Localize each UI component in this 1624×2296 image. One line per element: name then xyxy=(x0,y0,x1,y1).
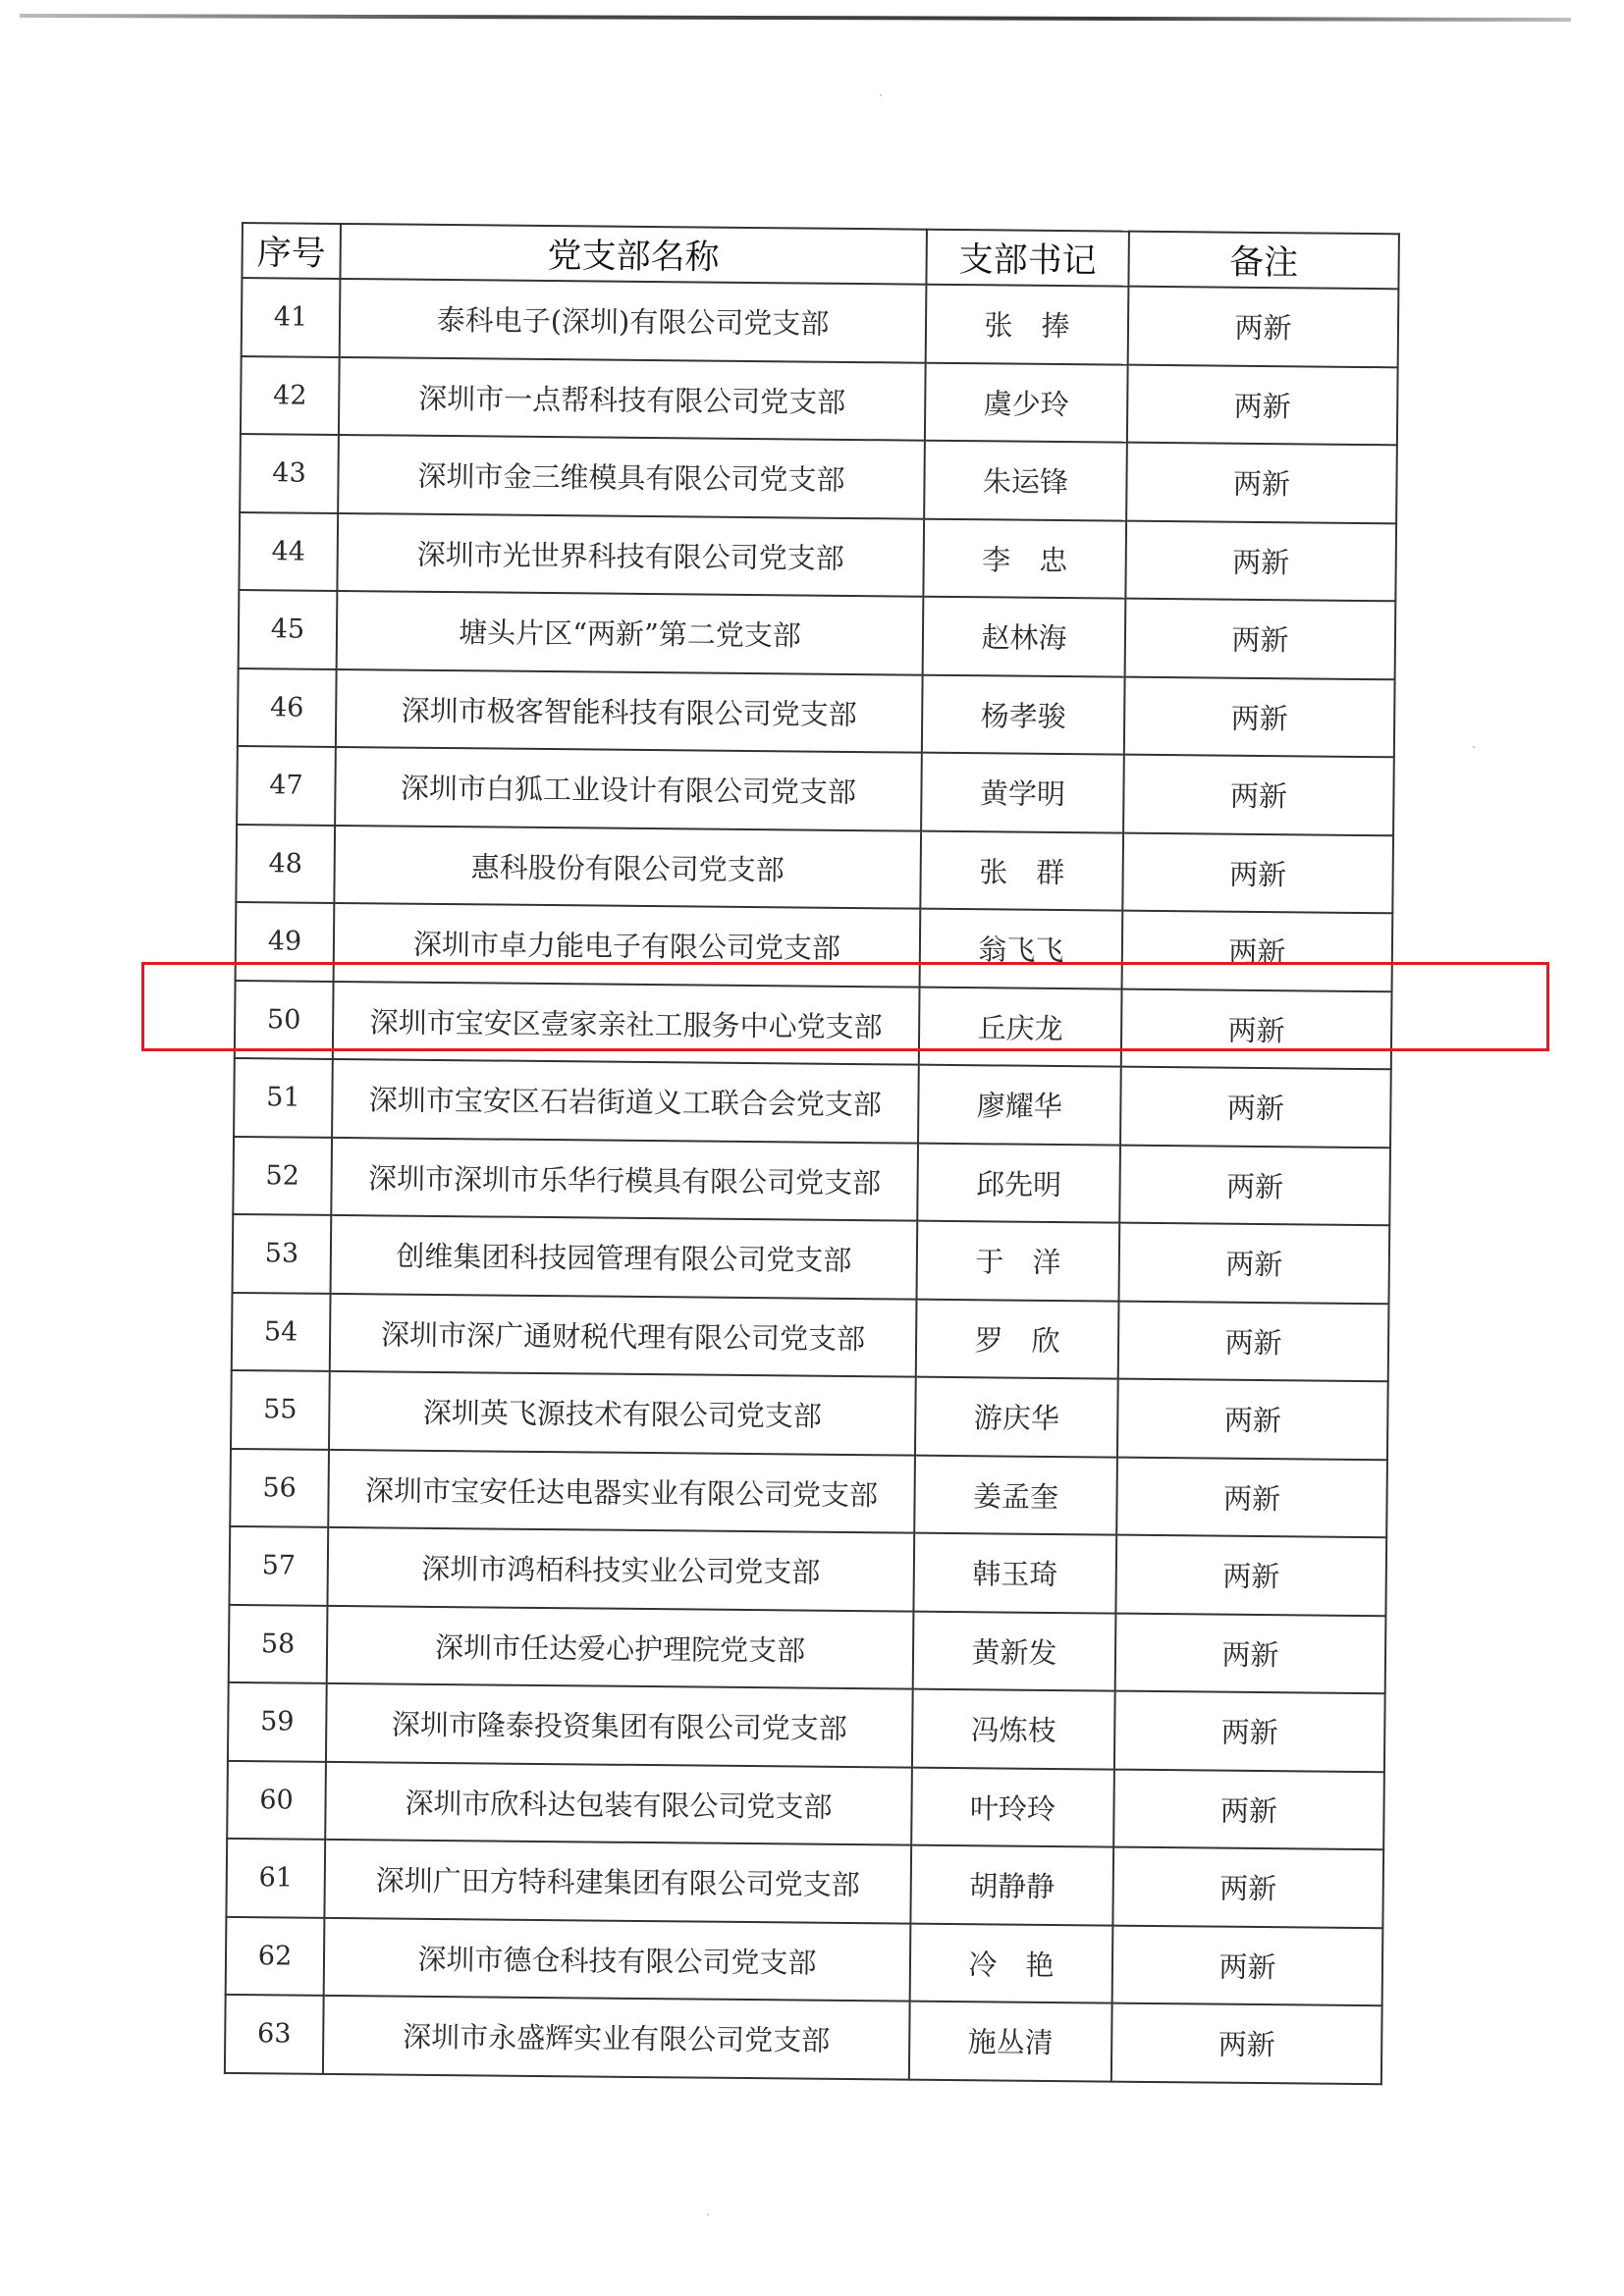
cell-seq: 45 xyxy=(239,590,338,668)
cell-remark: 两新 xyxy=(1125,599,1396,679)
header-secretary: 支部书记 xyxy=(926,230,1129,287)
cell-secretary: 翁飞飞 xyxy=(920,909,1123,988)
table-row xyxy=(229,1604,1386,1693)
table-row xyxy=(233,1214,1390,1304)
cell-secretary: 韩玉琦 xyxy=(913,1533,1116,1613)
cell-secretary: 朱运锋 xyxy=(924,441,1127,520)
cell-seq: 60 xyxy=(227,1760,326,1839)
cell-secretary: 丘庆龙 xyxy=(919,987,1122,1066)
cell-seq: 51 xyxy=(234,1058,333,1137)
table-row xyxy=(240,434,1397,523)
cell-secretary: 杨孝骏 xyxy=(922,674,1125,754)
cell-seq: 54 xyxy=(232,1292,331,1370)
cell-seq: 44 xyxy=(239,511,338,590)
table-row xyxy=(227,1760,1384,1849)
cell-seq: 56 xyxy=(230,1448,329,1526)
cell-remark: 两新 xyxy=(1112,1847,1383,1928)
cell-remark: 两新 xyxy=(1123,755,1394,835)
cell-secretary: 叶玲玲 xyxy=(911,1767,1114,1846)
cell-remark: 两新 xyxy=(1113,1769,1384,1849)
cell-secretary: 姜孟奎 xyxy=(914,1455,1117,1534)
cell-seq: 62 xyxy=(226,1916,325,1995)
cell-seq: 53 xyxy=(233,1214,332,1293)
table-row xyxy=(241,356,1398,446)
cell-seq: 49 xyxy=(236,902,335,981)
cell-branch-name: 深圳市光世界科技有限公司党支部 xyxy=(337,512,924,596)
cell-secretary: 虞少玲 xyxy=(925,362,1128,442)
cell-branch-name: 深圳市任达爱心护理院党支部 xyxy=(327,1605,914,1688)
cell-secretary: 冷 艳 xyxy=(910,1923,1113,2002)
cell-secretary: 张 捧 xyxy=(926,285,1129,364)
cell-branch-name: 深圳市宝安区壹家亲社工服务中心党支部 xyxy=(333,981,920,1064)
cell-secretary: 邱先明 xyxy=(917,1143,1120,1222)
cell-seq: 52 xyxy=(233,1136,332,1214)
highlight-box-row-50 xyxy=(141,962,1549,1051)
cell-secretary: 张 群 xyxy=(920,830,1123,910)
cell-secretary: 游庆华 xyxy=(915,1377,1118,1457)
table-row xyxy=(238,667,1395,757)
cell-remark: 两新 xyxy=(1122,832,1393,913)
cell-remark: 两新 xyxy=(1128,287,1399,367)
cell-branch-name: 惠科股份有限公司党支部 xyxy=(334,825,921,908)
table-row xyxy=(226,1916,1383,2005)
cell-remark: 两新 xyxy=(1127,364,1398,445)
cell-seq: 63 xyxy=(225,1995,324,2073)
cell-seq: 55 xyxy=(231,1370,330,1449)
table-row xyxy=(242,278,1399,367)
cell-remark: 两新 xyxy=(1118,1301,1389,1381)
cell-branch-name: 深圳市白狐工业设计有限公司党支部 xyxy=(335,747,922,830)
cell-branch-name: 创维集团科技园管理有限公司党支部 xyxy=(331,1215,918,1299)
table-row xyxy=(236,824,1393,913)
cell-seq: 58 xyxy=(229,1604,328,1682)
header-remark: 备注 xyxy=(1128,232,1399,290)
cell-seq: 46 xyxy=(238,667,337,746)
cell-seq: 41 xyxy=(242,278,341,356)
cell-branch-name: 深圳市金三维模具有限公司党支部 xyxy=(338,435,925,518)
cell-remark: 两新 xyxy=(1119,1145,1390,1225)
cell-remark: 两新 xyxy=(1114,1691,1385,1772)
header-branch-name: 党支部名称 xyxy=(340,224,927,285)
cell-remark: 两新 xyxy=(1117,1379,1388,1460)
scan-speck xyxy=(880,94,882,96)
cell-branch-name: 深圳英飞源技术有限公司党支部 xyxy=(329,1371,916,1455)
cell-secretary: 罗 欣 xyxy=(916,1299,1119,1378)
scan-speck xyxy=(707,2214,709,2216)
cell-remark: 两新 xyxy=(1111,2003,1382,2084)
scan-edge-line xyxy=(20,14,1571,22)
cell-remark: 两新 xyxy=(1124,676,1395,757)
cell-remark: 两新 xyxy=(1115,1613,1386,1693)
cell-remark: 两新 xyxy=(1118,1223,1389,1304)
scan-speck xyxy=(1473,746,1475,748)
cell-remark: 两新 xyxy=(1126,443,1397,523)
table-row xyxy=(234,1058,1391,1148)
cell-branch-name: 深圳广田方特科建集团有限公司党支部 xyxy=(324,1840,911,1923)
cell-secretary: 李 忠 xyxy=(923,518,1126,598)
table-row xyxy=(228,1682,1385,1772)
table-row xyxy=(232,1292,1389,1381)
cell-branch-name: 深圳市德仓科技有限公司党支部 xyxy=(324,1917,911,2001)
table-row xyxy=(239,590,1396,679)
cell-secretary: 于 洋 xyxy=(916,1221,1119,1301)
cell-branch-name: 深圳市鸿栢科技实业公司党支部 xyxy=(327,1527,914,1611)
header-seq: 序号 xyxy=(242,223,341,279)
cell-branch-name: 深圳市宝安区石岩街道义工联合会党支部 xyxy=(332,1059,919,1143)
cell-branch-name: 深圳市卓力能电子有限公司党支部 xyxy=(334,903,921,987)
party-branch-table-container xyxy=(224,222,1398,2085)
cell-seq: 57 xyxy=(229,1526,328,1605)
table-row xyxy=(230,1448,1387,1537)
cell-branch-name: 深圳市极客智能科技有限公司党支部 xyxy=(336,668,923,752)
table-row xyxy=(231,1370,1388,1460)
cell-branch-name: 深圳市深广通财税代理有限公司党支部 xyxy=(330,1293,917,1376)
table-row xyxy=(229,1526,1386,1616)
table-row xyxy=(233,1136,1390,1225)
table-row xyxy=(237,746,1394,835)
cell-secretary: 廖耀华 xyxy=(918,1065,1121,1145)
cell-branch-name: 塘头片区“两新”第二党支部 xyxy=(337,591,924,674)
cell-remark: 两新 xyxy=(1120,1067,1391,1148)
cell-branch-name: 深圳市一点帮科技有限公司党支部 xyxy=(339,356,926,440)
cell-secretary: 赵林海 xyxy=(923,597,1126,676)
cell-seq: 48 xyxy=(236,824,335,902)
cell-branch-name: 深圳市隆泰投资集团有限公司党支部 xyxy=(326,1683,913,1767)
cell-remark: 两新 xyxy=(1122,911,1393,991)
cell-seq: 47 xyxy=(237,746,336,825)
party-branch-table xyxy=(224,222,1400,2085)
cell-branch-name: 深圳市宝安任达电器实业有限公司党支部 xyxy=(328,1449,915,1532)
cell-secretary: 黄学明 xyxy=(921,753,1124,832)
cell-remark: 两新 xyxy=(1116,1457,1387,1537)
table-row xyxy=(226,1839,1383,1928)
table-row xyxy=(239,511,1396,601)
cell-remark: 两新 xyxy=(1112,1925,1383,2005)
cell-secretary: 黄新发 xyxy=(913,1611,1116,1690)
cell-remark: 两新 xyxy=(1115,1535,1386,1616)
cell-branch-name: 泰科电子(深圳)有限公司党支部 xyxy=(340,279,927,362)
cell-seq: 42 xyxy=(241,356,340,435)
cell-remark: 两新 xyxy=(1125,520,1396,601)
cell-branch-name: 深圳市深圳市乐华行模具有限公司党支部 xyxy=(331,1137,918,1220)
cell-secretary: 胡静静 xyxy=(910,1845,1113,1925)
cell-seq: 43 xyxy=(240,434,339,512)
table-body xyxy=(225,278,1398,2084)
cell-secretary: 冯炼枝 xyxy=(912,1689,1115,1769)
cell-seq: 61 xyxy=(226,1839,325,1917)
cell-branch-name: 深圳市欣科达包装有限公司党支部 xyxy=(325,1761,912,1844)
cell-branch-name: 深圳市永盛辉实业有限公司党支部 xyxy=(323,1996,910,2079)
cell-secretary: 施丛清 xyxy=(909,2002,1112,2081)
cell-seq: 50 xyxy=(235,980,334,1058)
cell-remark: 两新 xyxy=(1121,988,1392,1069)
cell-seq: 59 xyxy=(228,1682,327,1761)
table-row xyxy=(225,1995,1382,2084)
